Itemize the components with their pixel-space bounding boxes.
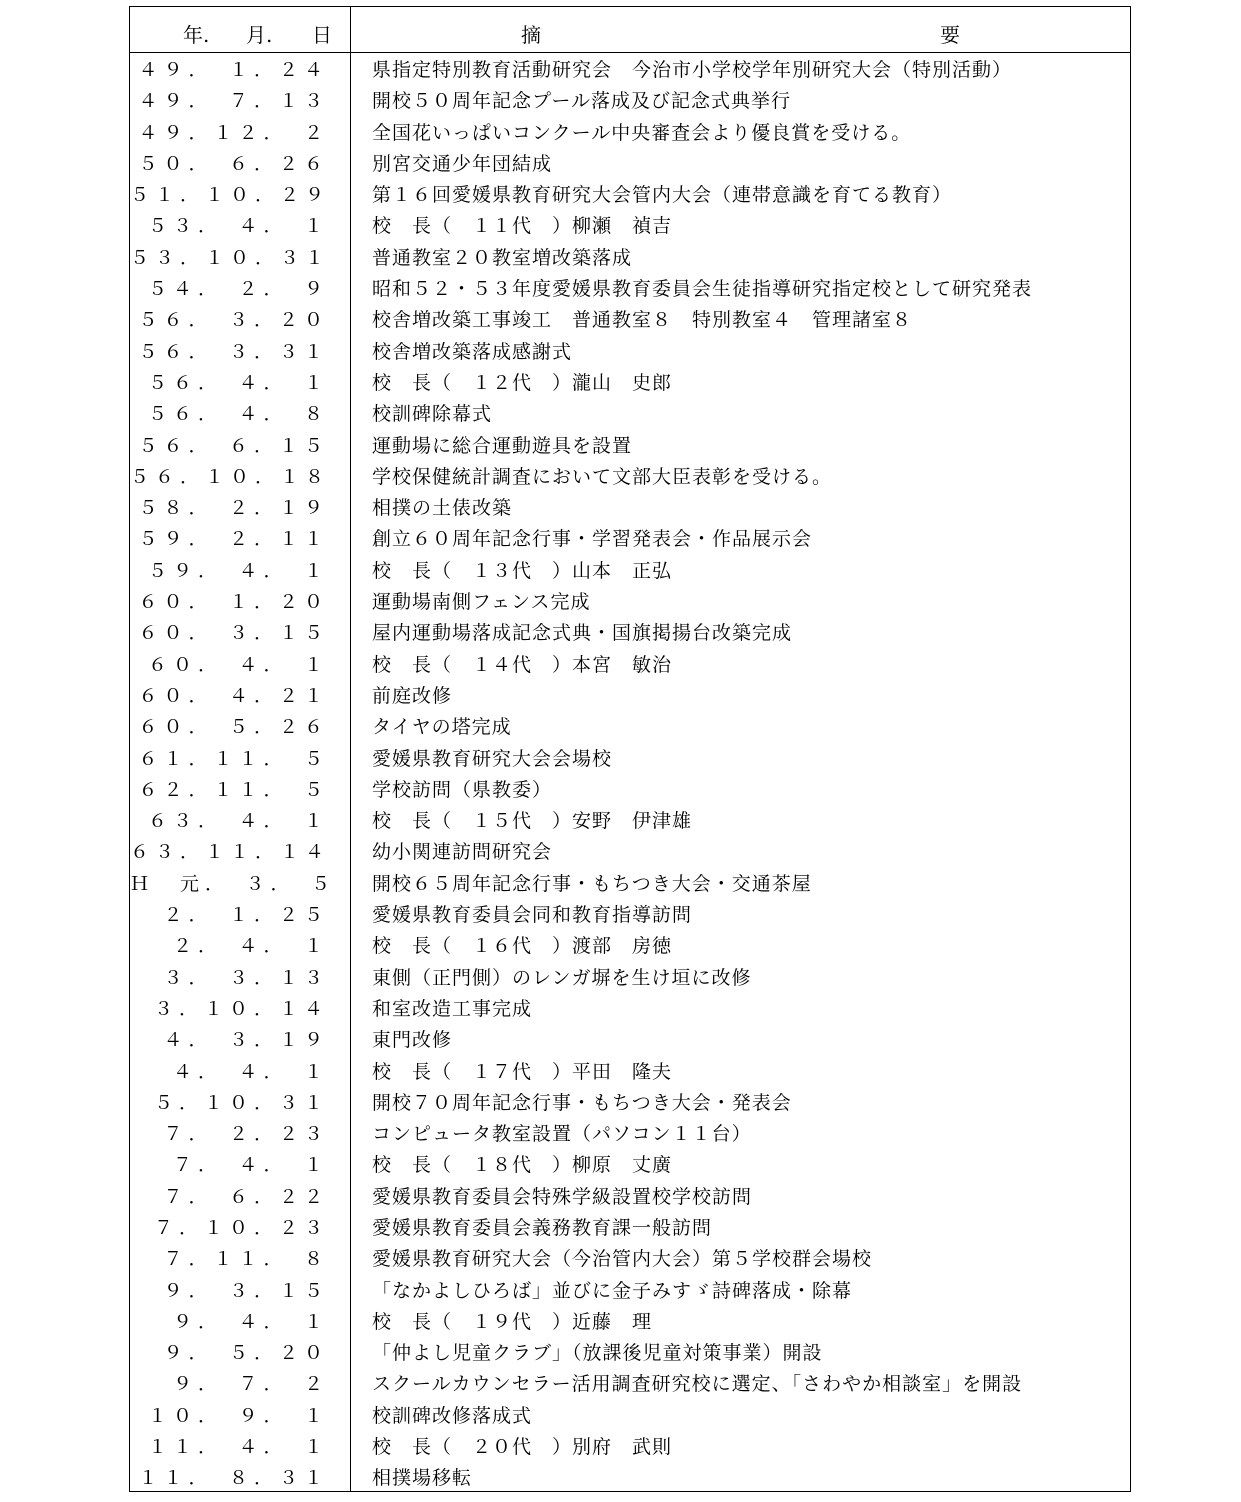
table-row [130, 1338, 1130, 1369]
row-summary: 創立６０周年記念行事・学習発表会・作品展示会 [372, 528, 813, 551]
row-date: ７．１０．２３ [153, 1216, 329, 1239]
row-summary: 「なかよしひろば」並びに金子みすゞ詩碑落成・除幕 [372, 1279, 853, 1302]
row-date: ５４． ２． ９ [147, 278, 329, 301]
row-summary: 校 長（ １５代 ）安野 伊津雄 [372, 810, 693, 833]
table-row [130, 1057, 1130, 1088]
row-summary: 校 長（ １４代 ）本宮 敏治 [372, 653, 673, 676]
row-date: １１． ４． １ [147, 1436, 329, 1459]
row-summary: 運動場南側フェンス完成 [372, 591, 591, 614]
table-row [130, 869, 1130, 900]
row-date: ５．１０．３１ [153, 1091, 329, 1114]
table-row [130, 1150, 1130, 1181]
table-row [130, 837, 1130, 868]
row-summary: 校訓碑改修落成式 [372, 1404, 533, 1427]
header-summary-right: 要 [940, 23, 960, 47]
row-summary: 愛媛県教育委員会特殊学級設置校学校訪問 [372, 1185, 753, 1208]
table-row [130, 963, 1130, 994]
table-row [130, 118, 1130, 149]
table-row [130, 1463, 1130, 1494]
table-row [130, 211, 1130, 242]
table-row [130, 744, 1130, 775]
row-date: Ｈ 元． ３． ５ [130, 872, 337, 895]
row-date: ６０． ４． １ [147, 653, 329, 676]
header-rule [129, 52, 1131, 53]
row-date: ５０． ６．２６ [138, 152, 329, 175]
table-row [130, 149, 1130, 180]
row-date: ５６． ３．２０ [138, 309, 329, 332]
table-row [130, 399, 1130, 430]
row-summary: 校 長（ １６代 ）渡部 房徳 [372, 935, 673, 958]
row-summary: 屋内運動場落成記念式典・国旗掲揚台改築完成 [372, 622, 793, 645]
table-row [130, 556, 1130, 587]
header-month: 月. [246, 23, 273, 47]
row-summary: 校舎増改築工事竣工 普通教室８ 特別教室４ 管理諸室８ [372, 309, 913, 332]
row-date: ５６． ４． １ [147, 371, 329, 394]
row-date: ９． ７． ２ [172, 1373, 329, 1396]
row-summary: 運動場に総合運動遊具を設置 [372, 434, 633, 457]
table-row [130, 1401, 1130, 1432]
row-date: ４９．１２． ２ [138, 121, 329, 144]
row-summary: 相撲場移転 [372, 1467, 473, 1490]
row-date: ５６． ４． ８ [147, 403, 329, 426]
row-date: ７．１１． ８ [163, 1248, 329, 1271]
row-date: ５９． ２．１１ [138, 528, 329, 551]
row-date: ５６． ３．３１ [138, 340, 329, 363]
table-row [130, 431, 1130, 462]
table-row [130, 305, 1130, 336]
row-date: ６２．１１． ５ [138, 778, 329, 801]
row-summary: 校訓碑除幕式 [372, 403, 493, 426]
table-row [130, 1213, 1130, 1244]
row-date: ６０． ４．２１ [138, 684, 329, 707]
row-summary: 愛媛県教育研究大会（今治管内大会）第５学校群会場校 [372, 1248, 873, 1271]
table-row [130, 55, 1130, 86]
row-date: ５８． ２．１９ [138, 497, 329, 520]
row-summary: 県指定特別教育活動研究会 今治市小学校学年別研究大会（特別活動） [372, 59, 1013, 81]
row-summary: 校 長（ ２０代 ）別府 武則 [372, 1436, 673, 1459]
row-date: ６０． ３．１５ [138, 622, 329, 645]
row-summary: 開校５０周年記念プール落成及び記念式典挙行 [372, 90, 792, 113]
row-summary: コンピュータ教室設置（パソコン１１台） [372, 1123, 752, 1146]
row-summary: 校 長（ １３代 ）山本 正弘 [372, 559, 673, 582]
row-summary: タイヤの塔完成 [372, 716, 512, 739]
header-summary-left: 摘 [521, 23, 541, 47]
table-row [130, 900, 1130, 931]
row-date: ３． ３．１３ [163, 966, 329, 989]
row-date: ５１．１０．２９ [130, 184, 331, 207]
row-summary: 校 長（ １７代 ）平田 隆夫 [372, 1060, 673, 1083]
table-row [130, 1119, 1130, 1150]
row-summary: 前庭改修 [372, 684, 453, 707]
table-row [130, 618, 1130, 649]
table-row [130, 337, 1130, 368]
row-date: ３．１０．１４ [153, 997, 329, 1020]
row-summary: 校 長（ １１代 ）柳瀬 禎吉 [372, 215, 673, 238]
row-date: ４９． １．２４ [138, 59, 329, 81]
table-row [130, 587, 1130, 618]
table-row [130, 806, 1130, 837]
row-date: ４９． ７．１３ [138, 90, 329, 113]
table-row [130, 1432, 1130, 1463]
row-date: ５３．１０．３１ [130, 246, 331, 269]
row-summary: 相撲の土俵改築 [372, 497, 513, 520]
table-row [130, 712, 1130, 743]
row-date: ６０． １．２０ [138, 591, 329, 614]
row-summary: 東側（正門側）のレンガ塀を生け垣に改修 [372, 966, 752, 989]
table-row [130, 775, 1130, 806]
table-row [130, 274, 1130, 305]
table-row [130, 681, 1130, 712]
row-summary: 「仲よし児童クラブ」（放課後児童対策事業）開設 [372, 1342, 823, 1365]
row-date: ５９． ４． １ [147, 559, 329, 582]
row-date: ６１．１１． ５ [138, 747, 329, 770]
row-date: ２． １．２５ [163, 904, 329, 927]
row-summary: 全国花いっぱいコンクール中央審査会より優良賞を受ける。 [372, 121, 912, 144]
table-row [130, 650, 1130, 681]
row-date: ５６．１０．１８ [130, 465, 331, 488]
row-date: ５６． ６．１５ [138, 434, 329, 457]
table-row [130, 1244, 1130, 1275]
row-date: ６０． ５．２６ [138, 716, 329, 739]
row-summary: 校 長（ １８代 ）柳原 丈廣 [372, 1154, 673, 1177]
row-summary: 別宮交通少年団結成 [372, 152, 553, 175]
table-row [130, 243, 1130, 274]
table-row [130, 368, 1130, 399]
header-day: 日 [312, 23, 332, 47]
table-row [130, 931, 1130, 962]
row-date: ７． ４． １ [172, 1154, 329, 1177]
row-summary: 愛媛県教育委員会同和教育指導訪問 [372, 904, 693, 927]
row-date: ７． ６．２２ [163, 1185, 329, 1208]
row-summary: 愛媛県教育委員会義務教育課一般訪問 [372, 1216, 713, 1239]
table-row [130, 1182, 1130, 1213]
table-row [130, 1307, 1130, 1338]
row-date: ７． ２．２３ [163, 1123, 329, 1146]
row-date: ６３． ４． １ [147, 810, 329, 833]
row-summary: 校 長（ １２代 ）瀧山 史郎 [372, 371, 673, 394]
row-summary: 校舎増改築落成感謝式 [372, 340, 573, 363]
table-row [130, 180, 1130, 211]
row-summary: 愛媛県教育研究大会会場校 [372, 747, 613, 770]
row-summary: 普通教室２０教室増改築落成 [372, 246, 633, 269]
row-summary: スクールカウンセラー活用調査研究校に選定、「さわやか相談室」を開設 [372, 1373, 1023, 1396]
header-year: 年. [183, 23, 210, 47]
row-summary: 東門改修 [372, 1029, 453, 1052]
row-date: ４． ４． １ [172, 1060, 329, 1083]
row-summary: 開校７０周年記念行事・もちつき大会・発表会 [372, 1091, 792, 1114]
table-row [130, 1025, 1130, 1056]
row-summary: 学校訪問（県教委） [372, 778, 553, 801]
row-date: ２． ４． １ [172, 935, 329, 958]
row-summary: 校 長（ １９代 ）近藤 理 [372, 1310, 653, 1333]
table-row [130, 462, 1130, 493]
row-summary: 開校６５周年記念行事・もちつき大会・交通茶屋 [372, 872, 812, 895]
table-row [130, 493, 1130, 524]
row-date: ５３． ４． １ [147, 215, 329, 238]
table-row [130, 1369, 1130, 1400]
table-body [130, 55, 1130, 1495]
table-row [130, 1276, 1130, 1307]
row-date: １０． ９． １ [147, 1404, 329, 1427]
row-summary: 学校保健統計調査において文部大臣表彰を受ける。 [372, 465, 833, 488]
row-date: ９． ３．１５ [163, 1279, 329, 1302]
table-row [130, 86, 1130, 117]
row-summary: 第１６回愛媛県教育研究大会管内大会（連帯意識を育てる教育） [372, 184, 953, 207]
row-summary: 昭和５２・５３年度愛媛県教育委員会生徒指導研究指定校として研究発表 [372, 278, 1033, 301]
row-summary: 幼小関連訪問研究会 [372, 841, 553, 864]
table-row [130, 994, 1130, 1025]
row-date: ６３．１１．１４ [130, 841, 331, 864]
row-date: ９． ５．２０ [163, 1342, 329, 1365]
row-date: １１． ８．３１ [138, 1467, 329, 1490]
row-date: ４． ３．１９ [163, 1029, 329, 1052]
row-summary: 和室改造工事完成 [372, 997, 533, 1020]
row-date: ９． ４． １ [172, 1310, 329, 1333]
table-row [130, 524, 1130, 555]
table-row [130, 1088, 1130, 1119]
